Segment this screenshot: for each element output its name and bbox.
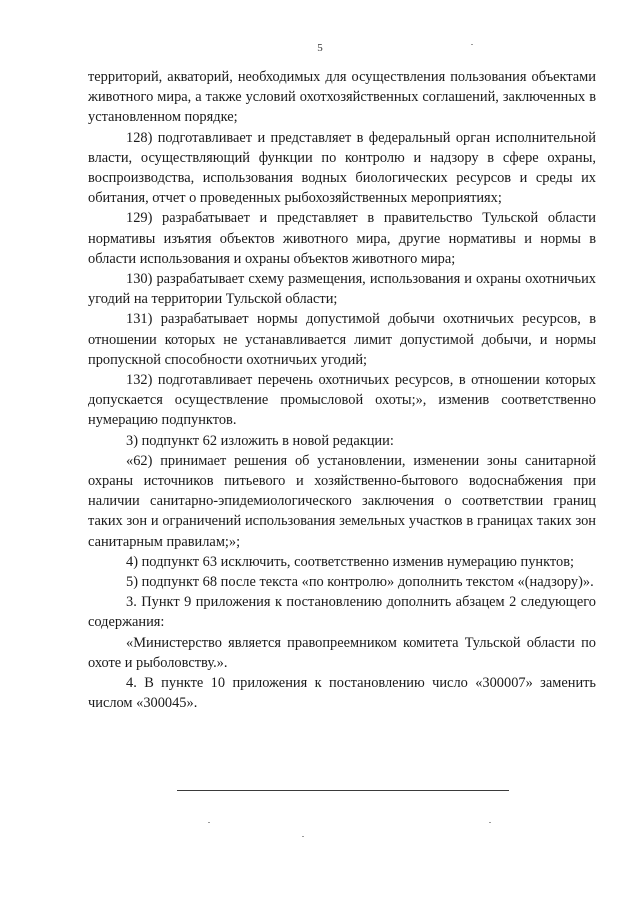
paragraph-subitem-5: 5) подпункт 68 после текста «по контролю» дополнить текстом «(надзору)». [126,574,594,591]
scan-speck [208,822,210,823]
scan-speck [471,44,473,45]
paragraph-item-129: 129) разрабатывает и представляет в правительство Тульской области нормативы изъятия объектов животного мира, другие нормативы и нормы в области использования и охраны объектов животного мира; [88,210,596,267]
paragraph-point-3-quote: «Министерство является правопреемником комитета Тульской области по охоте и рыболовству.». [88,634,596,671]
scan-speck [302,836,304,837]
paragraph-point-4: 4. В пункте 10 приложения к постановлению число «300007» заменить числом «300045». [88,675,596,712]
paragraph-item-62-quote: «62) принимает решения об установлении, изменении зоны санитарной охраны источников питьевого и хозяйственно-бытового водоснабжения при наличии санитарно-эпидемиологического заключения о соответствии границ таких зон и ограничений использования земельных участков в границах таких зон санитарным правилам;»; [88,452,596,550]
paragraph-continuation: территорий, акваторий, необходимых для осуществления пользования объектами животного мира, а также условий охотхозяйственных соглашений, заключенных в установленном порядке; [88,69,596,126]
page-number: 5 [317,42,323,54]
paragraph-item-128: 128) подготавливает и представляет в федеральный орган исполнительной власти, осуществляющий функции по контролю и надзору в сфере охраны, воспроизводства, использования водных биологических ресурсов и среды их обитания, отчет о проведенных рыбохозяйственных мероприятиях; [88,129,596,207]
paragraph-subitem-3: 3) подпункт 62 изложить в новой редакции: [126,432,394,449]
end-separator-line [177,790,509,791]
paragraph-subitem-4: 4) подпункт 63 исключить, соответственно изменив нумерацию пунктов; [126,553,575,570]
document-body [88,67,596,714]
paragraph-item-131: 131) разрабатывает нормы допустимой добычи охотничьих ресурсов, в отношении которых не устанавливается лимит допустимой добычи, и нормы пропускной способности охотничьих угодий; [88,311,596,368]
paragraph-item-132: 132) подготавливает перечень охотничьих ресурсов, в отношении которых допускается осуществление промысловой охоты;», изменив соответственно нумерацию подпунктов. [88,372,596,429]
scan-speck [489,822,491,823]
paragraph-point-3: 3. Пункт 9 приложения к постановлению дополнить абзацем 2 следующего содержания: [88,594,596,631]
paragraph-item-130: 130) разрабатывает схему размещения, использования и охраны охотничьих угодий на территории Тульской области; [88,271,596,308]
